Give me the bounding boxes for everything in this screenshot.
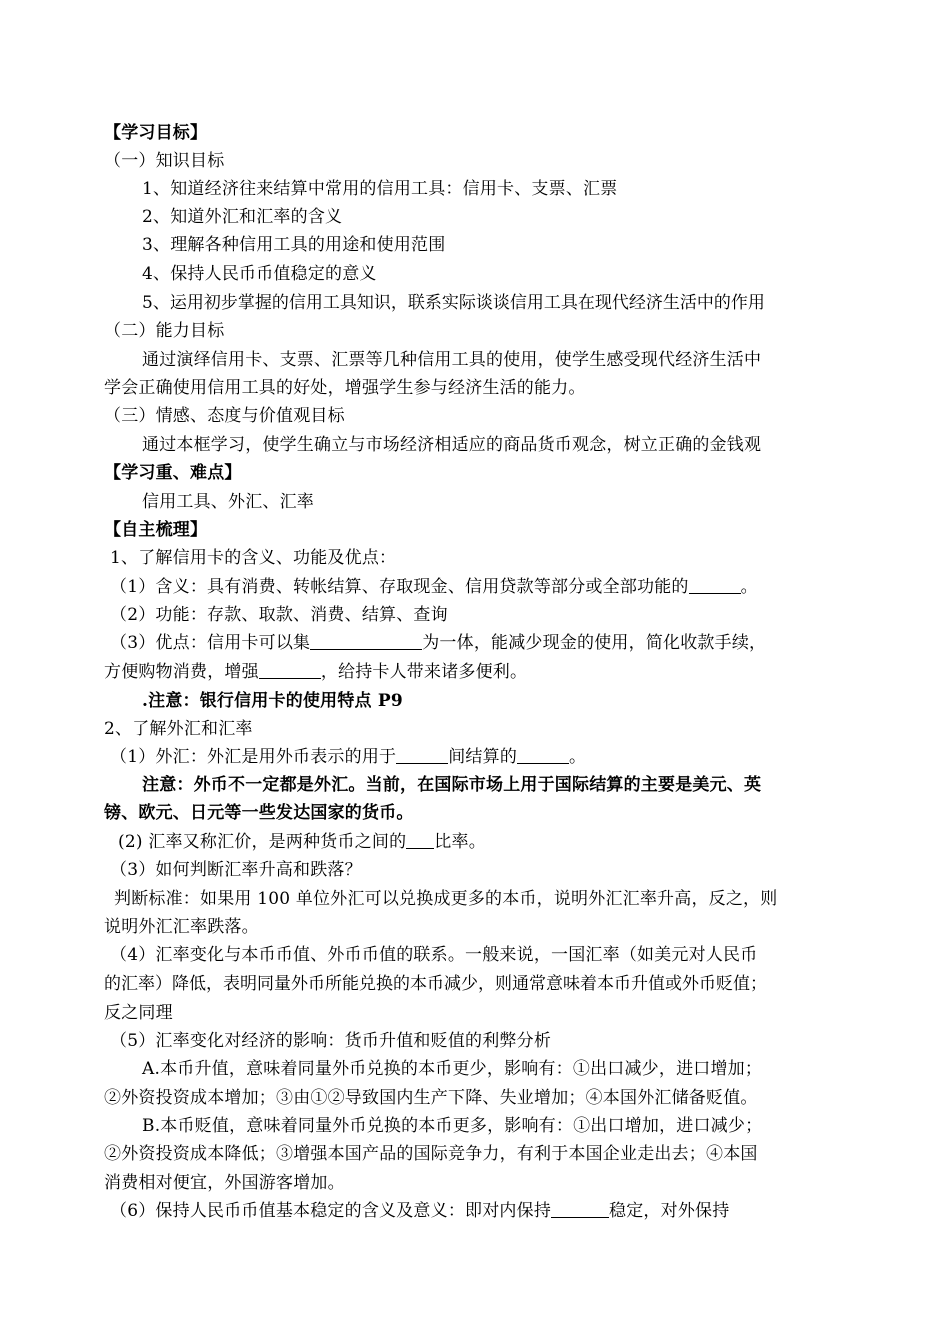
depreciation-impact: B.本币贬值，意味着同量外币兑换的本币更多，影响有：①出口增加，进口减少； xyxy=(142,1116,763,1136)
credit-card-advantages-cont xyxy=(104,661,527,683)
forex-end: 。 xyxy=(569,747,587,767)
section-2-title: 2、了解外汇和汇率 xyxy=(104,719,253,739)
rate-judgement-standard: 判断标准：如果用 100 单位外汇可以兑换成更多的本币，说明外汇汇率升高，反之，则 xyxy=(114,889,778,909)
knowledge-item: 4、保持人民币币值稳定的意义 xyxy=(142,264,377,284)
rmb-stability xyxy=(110,1200,729,1222)
forex-text: 间结算的 xyxy=(448,747,518,767)
advantages-text: ，给持卡人带来诸多便利。 xyxy=(320,662,528,682)
stability-text: （6）保持人民币币值基本稳定的含义及意义：即对内保持 xyxy=(110,1201,552,1221)
knowledge-item: 5、运用初步掌握的信用工具知识，联系实际谈谈信用工具在现代经济生活中的作用 xyxy=(142,293,765,313)
rate-currency-relation: 的汇率）降低，表明同量外币所能兑换的本币减少，则通常意味着本币升值或外币贬值； xyxy=(104,974,767,994)
advantages-text: 为一体，能减少现金的使用，简化收款手续， xyxy=(422,633,767,653)
fill-blank[interactable] xyxy=(551,1201,609,1218)
rate-impact-title: （5）汇率变化对经济的影响：货币升值和贬值的利弊分析 xyxy=(110,1031,552,1051)
forex-note: 注意：外币不一定都是外汇。当前，在国际市场上用于国际结算的主要是美元、英 xyxy=(142,775,762,795)
exchange-rate-definition xyxy=(118,831,486,853)
depreciation-impact: ②外资投资成本降低；③增强本国产品的国际竞争力，有利于本国企业走出去；④本国 xyxy=(104,1144,758,1164)
fill-blank[interactable] xyxy=(396,747,448,764)
appreciation-impact: ②外资投资成本增加；③由①②导致国内生产下降、失业增加；④本国外汇储备贬值。 xyxy=(104,1088,758,1108)
forex-note: 镑、欧元、日元等一些发达国家的货币。 xyxy=(104,803,414,823)
stability-text: 稳定，对外保持 xyxy=(609,1201,730,1221)
forex-definition xyxy=(110,746,586,768)
fill-blank[interactable] xyxy=(406,832,434,849)
rate-judgement-question: （3）如何判断汇率升高和跌落？ xyxy=(110,860,362,880)
fill-blank[interactable] xyxy=(689,577,741,594)
knowledge-title: （一）知识目标 xyxy=(104,151,225,171)
section-1-title: 1、了解信用卡的含义、功能及优点： xyxy=(110,548,397,568)
depreciation-impact: 消费相对便宜，外国游客增加。 xyxy=(104,1173,345,1193)
rate-text: (2) 汇率又称汇价，是两种货币之间的 xyxy=(118,832,407,852)
key-points-text: 信用工具、外汇、汇率 xyxy=(142,492,314,512)
credit-card-note: .注意：银行信用卡的使用特点 P9 xyxy=(142,691,403,711)
advantages-text: （3）优点：信用卡可以集 xyxy=(110,633,311,653)
heading-key-points: 【学习重、难点】 xyxy=(104,463,242,483)
fill-blank[interactable] xyxy=(517,747,569,764)
advantages-text: 方便购物消费，增强 xyxy=(104,662,259,682)
definition-end: 。 xyxy=(740,577,758,597)
fill-blank[interactable] xyxy=(259,662,321,679)
knowledge-item: 1、知道经济往来结算中常用的信用工具：信用卡、支票、汇票 xyxy=(142,179,618,199)
emotion-text: 通过本框学习，使学生确立与市场经济相适应的商品货币观念，树立正确的金钱观 xyxy=(142,435,762,455)
heading-self-study: 【自主梳理】 xyxy=(104,520,208,540)
heading-objectives: 【学习目标】 xyxy=(104,123,208,143)
knowledge-item: 3、理解各种信用工具的用途和使用范围 xyxy=(142,235,446,255)
forex-text: （1）外汇：外汇是用外币表示的用于 xyxy=(110,747,397,767)
credit-card-advantages xyxy=(110,632,766,654)
credit-card-definition xyxy=(110,576,758,598)
emotion-title: （三）情感、态度与价值观目标 xyxy=(104,406,345,426)
knowledge-item: 2、知道外汇和汇率的含义 xyxy=(142,207,343,227)
definition-text: （1）含义：具有消费、转帐结算、存取现金、信用贷款等部分或全部功能的 xyxy=(110,577,689,597)
ability-text: 通过演绎信用卡、支票、汇票等几种信用工具的使用，使学生感受现代经济生活中 xyxy=(142,350,762,370)
ability-title: （二）能力目标 xyxy=(104,321,225,341)
rate-currency-relation: 反之同理 xyxy=(104,1003,173,1023)
ability-text: 学会正确使用信用工具的好处，增强学生参与经济生活的能力。 xyxy=(104,378,586,398)
rate-currency-relation: （4）汇率变化与本币币值、外币币值的联系。一般来说，一国汇率（如美元对人民币 xyxy=(110,945,758,965)
appreciation-impact: A.本币升值，意味着同量外币兑换的本币更少，影响有：①出口减少，进口增加； xyxy=(142,1059,763,1079)
rate-judgement-standard: 说明外汇汇率跌落。 xyxy=(104,917,259,937)
rate-text: 比率。 xyxy=(434,832,486,852)
fill-blank[interactable] xyxy=(310,633,422,650)
credit-card-functions: （2）功能：存款、取款、消费、结算、查询 xyxy=(110,605,448,625)
